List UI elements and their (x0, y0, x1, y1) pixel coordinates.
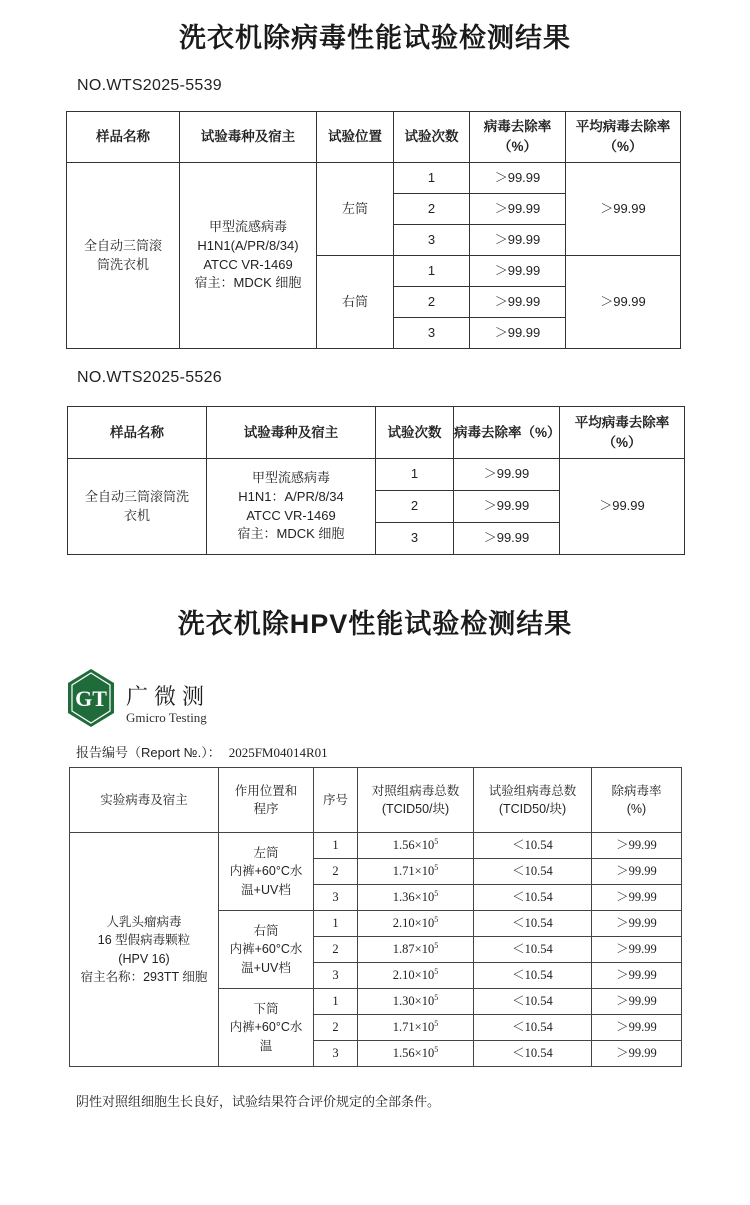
header-position: 试验位置 (317, 112, 394, 163)
gmicro-logo-icon (67, 668, 115, 728)
test-count: ＜10.54 (474, 1015, 592, 1041)
test-count: 2 (394, 287, 470, 318)
position-line: 内裤+60°C水 (229, 942, 303, 957)
test-count: ＜10.54 (474, 963, 592, 989)
control-count: $1.36\times 10^5$ (358, 885, 474, 911)
seq: 1 (314, 833, 358, 859)
removal-rate: ＞99.99 (470, 225, 566, 256)
virus-line: 宿主：MDCK 细胞 (237, 526, 345, 542)
removal-rate: ＞99.99 (454, 459, 560, 491)
virus-host-cell (207, 459, 376, 555)
seq: 3 (314, 1041, 358, 1067)
virus-line: H1N1(A/PR/8/34) (197, 237, 299, 253)
header-virus-host: 试验毒种及宿主 (207, 407, 376, 459)
control-count: $1.87\times 10^5$ (358, 937, 474, 963)
virus-line: ATCC VR-1469 (203, 256, 293, 272)
virus-line: H1N1：A/PR/8/34 (238, 488, 344, 504)
header-control (358, 768, 474, 833)
header-test-label: 试验组病毒总数 (488, 783, 577, 798)
control-count: $1.56\times 10^5$ (358, 1041, 474, 1067)
removal-rate: ＞99.99 (470, 318, 566, 349)
header-sample: 样品名称 (68, 407, 207, 459)
virus-host-cell (180, 163, 317, 349)
position-line: 内裤+60°C水 (229, 1020, 303, 1035)
avg-rate-right: ＞99.99 (566, 256, 681, 349)
test-count: ＜10.54 (474, 859, 592, 885)
virus-line: 甲型流感病毒 (251, 469, 330, 485)
header-rate: 病毒去除率（%） (470, 112, 566, 163)
sample-name: 全自动三筒滚筒洗衣机 (68, 459, 207, 555)
report-number-2: NO.WTS2025-5526 (77, 369, 223, 386)
header-count: 试验次数 (394, 112, 470, 163)
header-test (474, 768, 592, 833)
seq: 3 (314, 885, 358, 911)
removal-rate: ＞99.99 (454, 523, 560, 555)
virus-line: 甲型流感病毒 (208, 218, 287, 234)
removal-rate: ＞99.99 (592, 1015, 682, 1041)
position-line: 右筒 (253, 924, 279, 939)
test-count: 2 (394, 194, 470, 225)
footnote: 阴性对照组细胞生长良好，试验结果符合评价规定的全部条件。 (76, 1094, 441, 1109)
removal-rate: ＞99.99 (592, 937, 682, 963)
header-rate-label: 除病毒率 (611, 783, 662, 798)
avg-rate-left: ＞99.99 (566, 163, 681, 256)
control-count: $1.71\times 10^5$ (358, 859, 474, 885)
hpv-results-table (69, 767, 682, 1067)
removal-rate: ＞99.99 (592, 833, 682, 859)
removal-rate: ＞99.99 (454, 491, 560, 523)
removal-rate: ＞99.99 (592, 963, 682, 989)
lab-name-cn: 广微测 (126, 684, 211, 709)
report-number-value: 2025FM04014R01 (228, 745, 328, 760)
report-number-1: NO.WTS2025-5539 (77, 77, 223, 94)
report-number-label: 报告编号（Report №.）： (76, 745, 221, 760)
control-count: $2.10\times 10^5$ (358, 963, 474, 989)
seq: 2 (314, 1015, 358, 1041)
header-virus-host: 试验毒种及宿主 (180, 112, 317, 163)
header-rate (592, 768, 682, 833)
control-count: $2.10\times 10^5$ (358, 911, 474, 937)
test-count: ＜10.54 (474, 937, 592, 963)
removal-rate: ＞99.99 (470, 163, 566, 194)
position-line: 温+UV档 (241, 960, 291, 975)
header-control-label: 对照组病毒总数 (371, 783, 460, 798)
test-count: ＜10.54 (474, 989, 592, 1015)
test-count: ＜10.54 (474, 1041, 592, 1067)
position-bottom (219, 989, 314, 1067)
test-count: 3 (376, 523, 454, 555)
removal-rate: ＞99.99 (592, 885, 682, 911)
virus-line: ATCC VR-1469 (246, 507, 336, 523)
hpv-virus-host (70, 833, 219, 1067)
virus-line: 人乳头瘤病毒 (106, 915, 182, 930)
test-count: ＜10.54 (474, 833, 592, 859)
header-count: 试验次数 (376, 407, 454, 459)
seq: 2 (314, 859, 358, 885)
header-virus-host: 实验病毒及宿主 (70, 768, 219, 833)
test-count: 3 (394, 318, 470, 349)
position-line: 下筒 (253, 1002, 279, 1017)
position-line: 温 (259, 1038, 273, 1053)
position-left: 左筒 (317, 163, 394, 256)
removal-rate: ＞99.99 (592, 1041, 682, 1067)
test-count: 1 (376, 459, 454, 491)
header-avg-rate: 平均病毒去除率（%） (560, 407, 685, 459)
position-left (219, 833, 314, 911)
seq: 3 (314, 963, 358, 989)
virus-line: 16 型假病毒颗粒 (97, 933, 191, 948)
removal-rate: ＞99.99 (470, 256, 566, 287)
header-test-unit: (TCID50/块) (498, 802, 567, 816)
position-line: 温+UV档 (241, 882, 291, 897)
test-count: 2 (376, 491, 454, 523)
logo-text: GT (75, 686, 107, 711)
removal-rate: ＞99.99 (470, 287, 566, 318)
header-rate-unit: (%) (626, 802, 647, 816)
seq: 2 (314, 937, 358, 963)
header-sample: 样品名称 (67, 112, 180, 163)
header-position: 作用位置和程序 (219, 768, 314, 833)
position-right: 右筒 (317, 256, 394, 349)
removal-rate: ＞99.99 (470, 194, 566, 225)
header-avg-rate: 平均病毒去除率（%） (566, 112, 681, 163)
control-count: $1.56\times 10^5$ (358, 833, 474, 859)
lab-name-en: Gmicro Testing (126, 710, 207, 725)
header-rate: 病毒去除率（%） (454, 407, 560, 459)
position-line: 左筒 (253, 846, 279, 861)
removal-rate: ＞99.99 (592, 911, 682, 937)
test-count: 1 (394, 256, 470, 287)
report-number-3 (76, 742, 328, 761)
removal-rate: ＞99.99 (592, 859, 682, 885)
header-control-unit: (TCID50/块) (381, 802, 450, 816)
control-count: $1.71\times 10^5$ (358, 1015, 474, 1041)
seq: 1 (314, 989, 358, 1015)
section-title-virus: 洗衣机除病毒性能试验检测结果 (0, 16, 750, 55)
virus-line: (HPV 16) (118, 951, 170, 966)
position-line: 内裤+60°C水 (229, 864, 303, 879)
results-table-2 (67, 406, 685, 555)
test-count: 3 (394, 225, 470, 256)
avg-rate: ＞99.99 (560, 459, 685, 555)
virus-line: 宿主：MDCK 细胞 (194, 275, 302, 291)
results-table-1 (66, 111, 681, 349)
removal-rate: ＞99.99 (592, 989, 682, 1015)
test-count: ＜10.54 (474, 885, 592, 911)
seq: 1 (314, 911, 358, 937)
test-count: ＜10.54 (474, 911, 592, 937)
section-title-hpv: 洗衣机除HPV性能试验检测结果 (0, 602, 750, 641)
sample-name: 全自动三筒滚筒洗衣机 (67, 163, 180, 349)
test-count: 1 (394, 163, 470, 194)
header-seq: 序号 (314, 768, 358, 833)
position-right (219, 911, 314, 989)
virus-line: 宿主名称：293TT 细胞 (80, 969, 208, 984)
control-count: $1.30\times 10^5$ (358, 989, 474, 1015)
